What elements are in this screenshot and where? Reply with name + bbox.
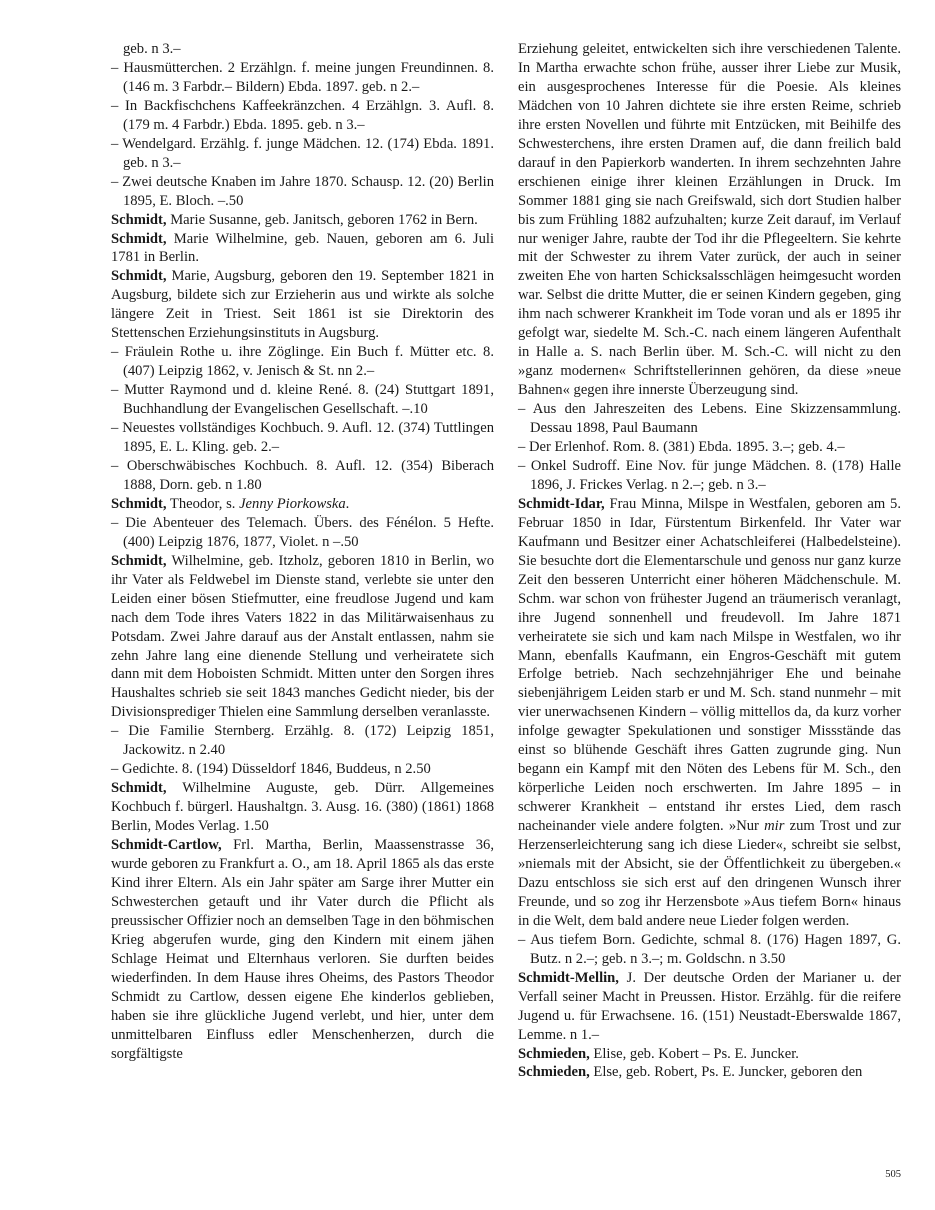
entry: Schmidt-Mellin, J. Der deutsche Orden der Marianer u. der Verfall seiner Macht in Preussen. Histor. Erzählg. für die reifere Jugend u. für Erwachsene. 16. (151) Neustadt-Eberswalde 1867, Lemme. n 1.– xyxy=(518,969,901,1043)
left-column xyxy=(111,40,494,1063)
entry-headword: Schmieden, xyxy=(518,1045,590,1062)
entry-headword: Schmidt, xyxy=(111,230,167,247)
entry: Schmidt-Cartlow, Frl. Martha, Berlin, Maassenstrasse 36, wurde geboren zu Frankfurt a. O., am 18. April 1865 als das erste Kind ihrer Eltern. Als ein Jahr später am Sarge ihrer Mutter ein Schwesterchen getauft und ihr Vater durch die Pflicht als preussischer Offizier noch an demselben Tage in den böhmischen Krieg abgerufen wurde, ging den Kindern mit einem jähen Schlage Heimat und Elternhaus verloren. Sie durften beides wiederfinden. In dem Hause ihres Oheims, des Pastors Theodor Schmidt zu Cartlow, dessen eigene Ehe kinderlos geblieben, haben sie ihre glückliche Jugend verlebt, und hier, unter dem unmittelbaren Einfluss edler Menschenherzen, durch die sorgfältigste xyxy=(111,837,494,1062)
entry-headword: Schmieden, xyxy=(518,1064,590,1081)
entry-headword: Schmidt, xyxy=(111,268,167,285)
list-item: – Wendelgard. Erzählg. f. junge Mädchen. 12. (174) Ebda. 1891. geb. n 3.– xyxy=(111,135,494,171)
entry-headword: Schmidt, xyxy=(111,552,167,569)
list-item: – Onkel Sudroff. Eine Nov. für junge Mädchen. 8. (178) Halle 1896, J. Frickes Verlag. n 2.–; geb. n 3.– xyxy=(518,457,901,493)
list-item: geb. n 3.– xyxy=(123,41,181,57)
list-item: – Aus tiefem Born. Gedichte, schmal 8. (176) Hagen 1897, G. Butz. n 2.–; geb. n 3.–; m. Goldschn. n 3.50 xyxy=(518,931,901,967)
entry-headword: Schmidt-Cartlow, xyxy=(111,837,222,854)
list-item: – Die Familie Sternberg. Erzählg. 8. (172) Leipzig 1851, Jackowitz. n 2.40 xyxy=(111,723,494,759)
entry: Schmieden, Else, geb. Robert, Ps. E. Juncker, geboren den xyxy=(518,1064,863,1081)
list-item: – Oberschwäbisches Kochbuch. 8. Aufl. 12. (354) Biberach 1888, Dorn. geb. n 1.80 xyxy=(111,457,494,493)
entry-headword: Schmidt, xyxy=(111,780,167,797)
entry: Schmidt, Marie Wilhelmine, geb. Nauen, geboren am 6. Juli 1781 in Berlin. xyxy=(111,230,494,266)
entry: Erziehung geleitet, entwickelten sich ihre verschiedenen Talente. In Martha erwachte schon frühe, ausser ihrer Liebe zur Musik, ein ausgesprochenes Interesse für die Poesie. Als kleines Mädchen von 10 Jahren dichtete sie ihre ersten Reime, schrieb ihre ersten Novellen und führte mit Entzücken, mit Beihilfe des Schwesterchens, ihre ersten Dramen auf, die dann freilich bald darauf in den Papierkorb wanderten. In ihrem sechzehnten Jahre erschienen einige ihrer kleinen Erzählungen in Druck. Im Sommer 1881 ging sie nach Greifswald, sich dort Studien halber bis zum Frühling 1882 aufzuhalten; kurze Zeit darauf, im Verlauf nur weniger Jahre, raubte der Tod ihr die Pflegeeltern. Sie kehrte mit der Schwester zu ihrem Vater zurück, der auch in seiner zweiten Ehe von harten Schicksalsschlägen heimgesucht worden war. Selbst die dritte Mutter, die er seinen Kindern gegeben, ging ihm nach schwerer Krankheit im Tode voran und als er 1895 ihr gefolgt war, siedelte M. Sch.-C. nach einem längeren Aufenthalt in Halle a. S. nach Berlin über. M. Sch.-C. will nicht zu den »ganz modernen« Schriftstellerinnen gehören, da diese »neue Bahnen« gegen ihre innerste Überzeugung sind. xyxy=(518,41,901,399)
entry: Schmidt, Wilhelmine Auguste, geb. Dürr. Allgemeines Kochbuch f. bürgerl. Haushaltgn. 3. Ausg. 16. (380) (1861) 1868 Berlin, Modes Verlag. 1.50 xyxy=(111,780,494,835)
entry-headword: Schmidt-Mellin, xyxy=(518,969,619,986)
list-item: – Fräulein Rothe u. ihre Zöglinge. Ein Buch f. Mütter etc. 8. (407) Leipzig 1862, v. Jenisch & St. nn 2.– xyxy=(111,344,494,380)
list-item: – Hausmütterchen. 2 Erzählgn. f. meine jungen Freundinnen. 8. (146 m. 3 Farbdr.– Bildern) Ebda. 1897. geb. n 2.– xyxy=(111,59,494,95)
list-item: – Gedichte. 8. (194) Düsseldorf 1846, Buddeus, n 2.50 xyxy=(111,761,431,778)
list-item: – Mutter Raymond und d. kleine René. 8. (24) Stuttgart 1891, Buchhandlung der Evangelischen Gesellschaft. –.10 xyxy=(111,382,494,418)
emphasis: mir xyxy=(764,818,785,835)
entry: Schmidt, Marie Susanne, geb. Janitsch, geboren 1762 in Bern. xyxy=(111,211,478,228)
list-item: – Der Erlenhof. Rom. 8. (381) Ebda. 1895. 3.–; geb. 4.– xyxy=(518,439,845,456)
entry: Schmidt, Theodor, s. Jenny Piorkowska. xyxy=(111,495,350,512)
right-column xyxy=(518,40,901,1082)
list-item: – Zwei deutsche Knaben im Jahre 1870. Schausp. 12. (20) Berlin 1895, E. Bloch. –.50 xyxy=(111,173,494,209)
entry: Schmidt, Wilhelmine, geb. Itzholz, geboren 1810 in Berlin, wo ihr Vater als Feldwebel im Dienste stand, verlebte sie unter den Leiden einer bösen Stiefmutter, eine freudlose Jugend und kam nach dem Tode ihres Vaters 1822 in das Militärwaisenhaus zu Potsdam. Zwei Jahre darauf aus der Anstalt entlassen, nahm sie zehn Jahre lang eine dienende Stellung und verheiratete sich dann mit dem Hoboisten Schmidt. Mitten unter den Sorgen ihres Haushaltes schrieb sie seit 1843 manches Gedicht nieder, bis der Divisionsprediger Thielen eine Sammlung derselben veranlasste. xyxy=(111,552,494,721)
entry: Schmidt, Marie, Augsburg, geboren den 19. September 1821 in Augsburg, bildete sich zur Erzieherin aus und wirkte als solche längere Zeit in Triest. Seit 1861 ist sie Direktorin des Stettenschen Erziehungsinstituts in Augsburg. xyxy=(111,268,494,342)
entry: Schmidt-Idar, Frau Minna, Milspe in Westfalen, geboren am 5. Februar 1850 in Idar, Fürstentum Birkenfeld. Ihr Vater war Kaufmann und Besitzer einer Achatschleiferei (Halbedelsteine). Sie besuchte dort die Elementarschule und genoss nur ganz kurze Zeit den besseren Unterricht einer höheren Mädchenschule. M. Schm. war schon von frühester Jugend an träumerisch veranlagt, ihre Jugend sonnenhell und freudevoll. Im Jahre 1871 verheiratete sie sich und kam nach Milspe in Westfalen, wo ihr Mann, ebenfalls Kaufmann, ein Engros-Geschäft mit gutem Erfolge betrieb. Nach sechzehnjähriger Ehe und beinahe siebenjährigem Leiden starb er und M. Sch. stand nunmehr – mit vier unerwachsenen Kindern – völlig mittellos da, da kurz vorher infolge gewagter Spekulationen und sonstiger Missstände das einst so blühende Geschäft ihres Gatten zugrunde ging. Nun begann ein Kampf mit den Nöten des Lebens für M. Sch., den körperliche Leiden noch erschwerten. Im Jahre 1895 – in schwerer Krankheit – entstand ihr erstes Lied, dem rasch nacheinander viele andere folgten. »Nur mir zum Trost und zur Herzenserleichterung sang ich diese Lieder«, schreibt sie selbst, »niemals mit der Absicht, sie der Öffentlichkeit zu übergeben.« Dazu entschloss sie sich erst auf den dringenen Wunsch ihrer Freunde, und so zog ihr Herzensbote »Aus tiefem Born« hinaus in die Welt, dem bald andere neue Lieder folgen werden. xyxy=(518,495,901,929)
entry-headword: Schmidt, xyxy=(111,495,167,512)
list-item: – Die Abenteuer des Telemach. Übers. des Fénélon. 5 Hefte. (400) Leipzig 1876, 1877, Violet. n –.50 xyxy=(111,514,494,550)
list-item: – In Backfischchens Kaffeekränzchen. 4 Erzählgn. 3. Aufl. 8. (179 m. 4 Farbdr.) Ebda. 1895. geb. n 3.– xyxy=(111,97,494,133)
list-item: – Neuestes vollständiges Kochbuch. 9. Aufl. 12. (374) Tuttlingen 1895, E. L. Kling. geb. 2.– xyxy=(111,420,494,456)
page-number: 505 xyxy=(885,1169,901,1180)
entry-headword: Schmidt, xyxy=(111,211,167,228)
cross-reference: Jenny Piorkowska xyxy=(239,495,346,512)
entry: Schmieden, Elise, geb. Kobert – Ps. E. Juncker. xyxy=(518,1045,799,1062)
entry-headword: Schmidt-Idar, xyxy=(518,495,605,512)
list-item: – Aus den Jahreszeiten des Lebens. Eine Skizzensammlung. Dessau 1898, Paul Baumann xyxy=(518,401,901,437)
